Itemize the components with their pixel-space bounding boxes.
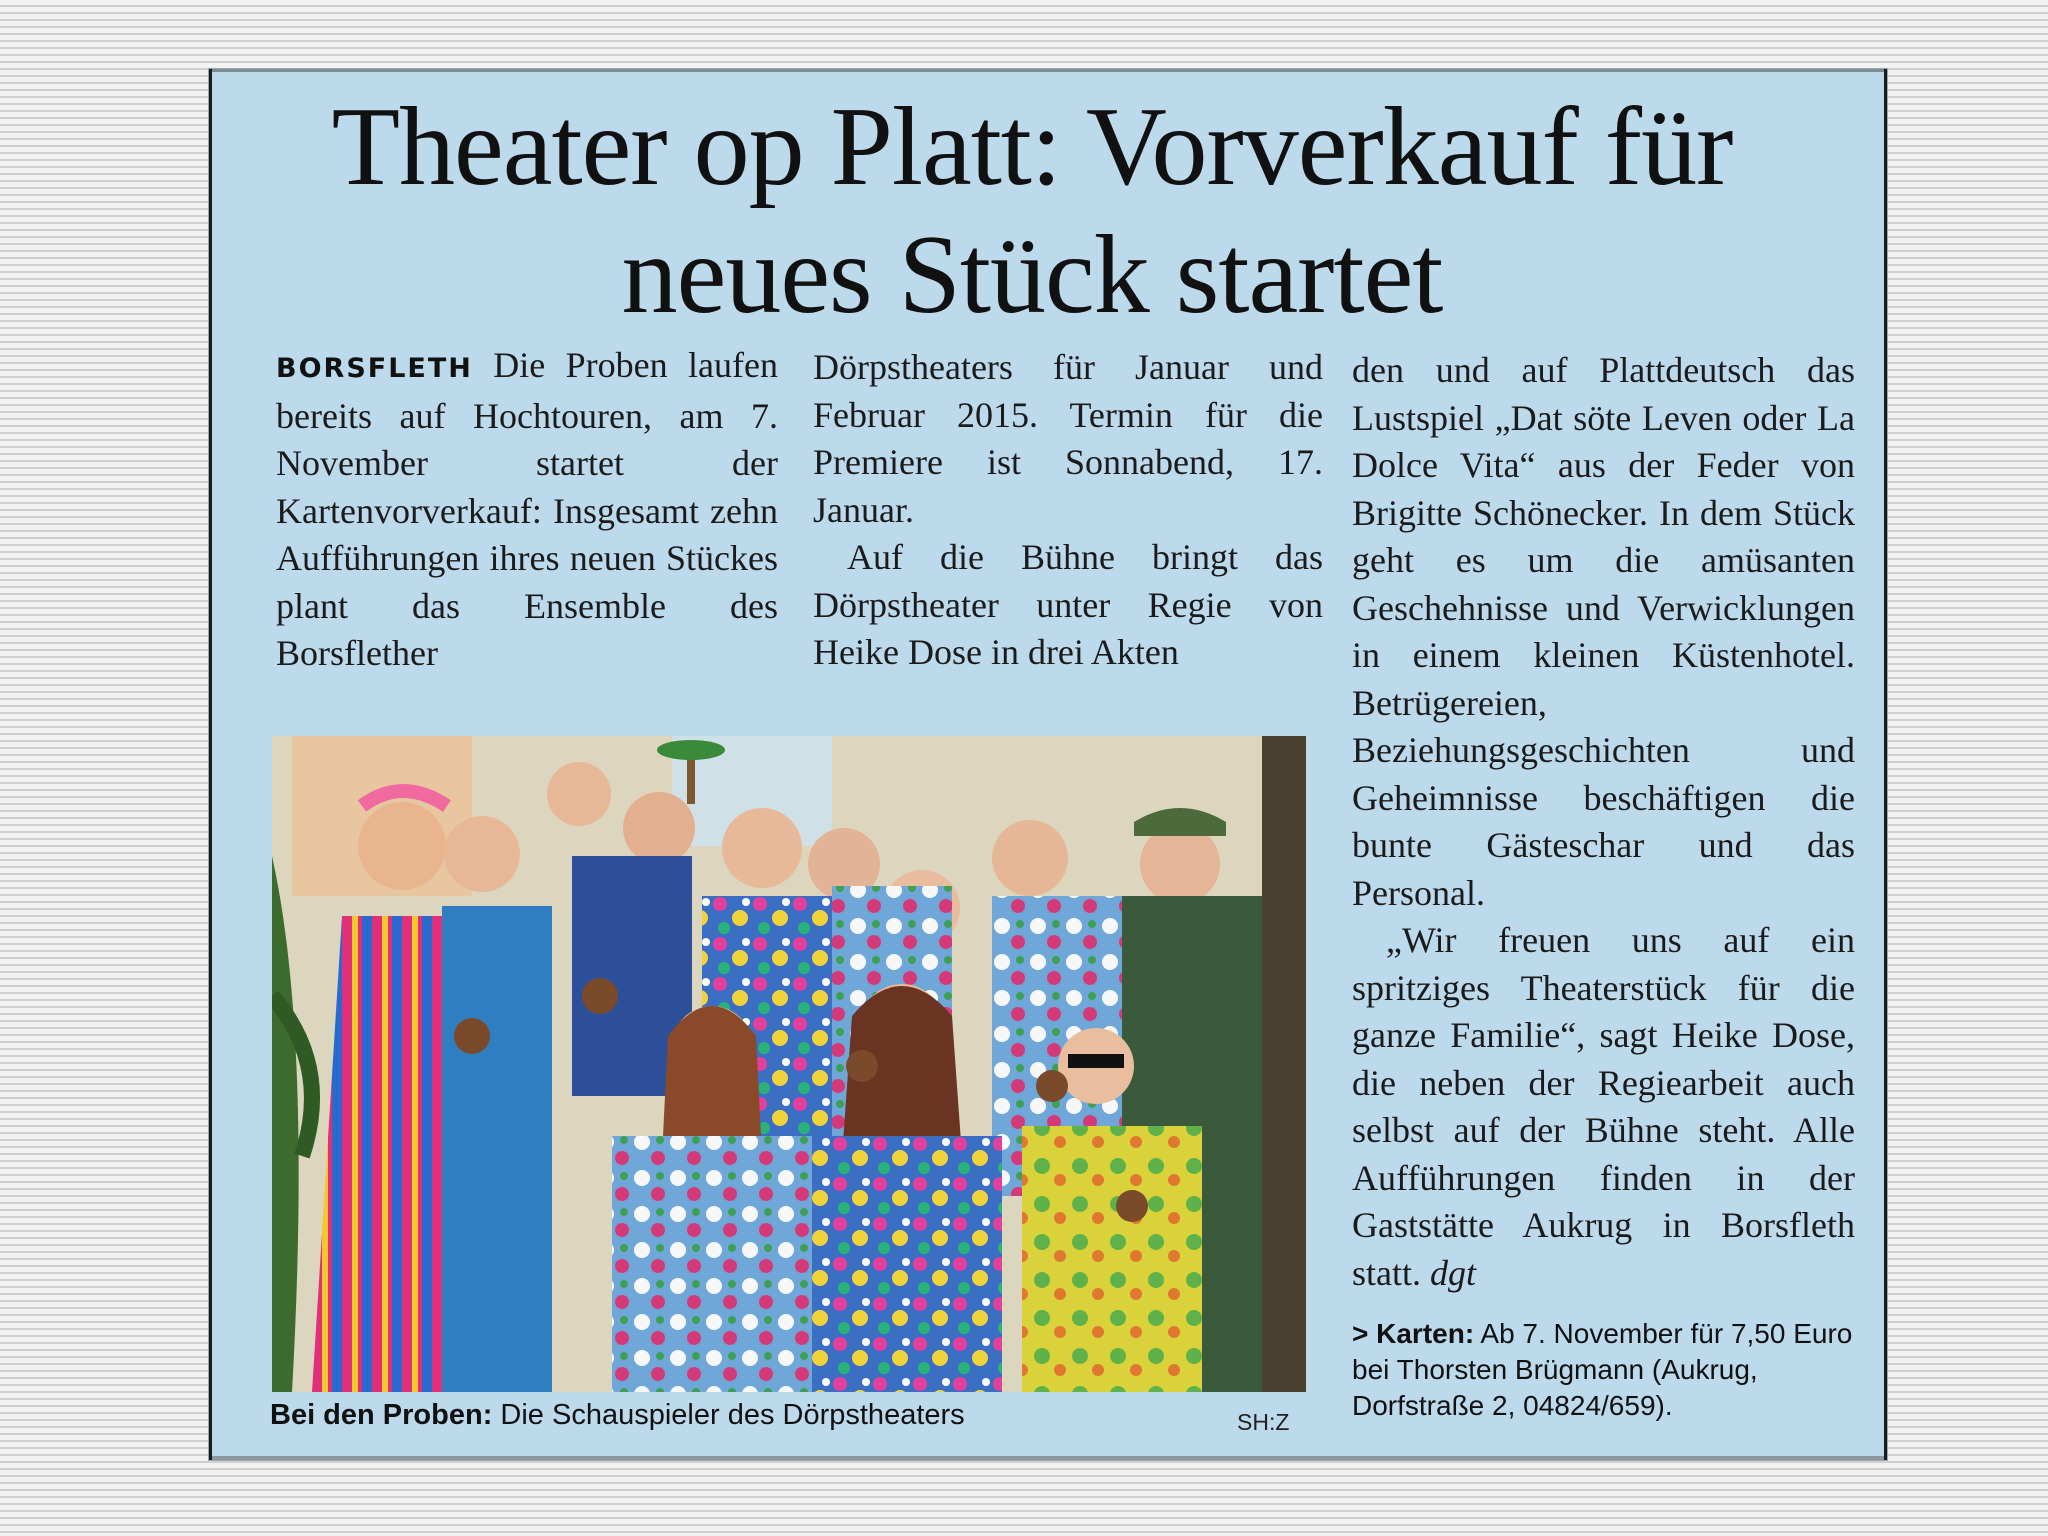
ticket-info-label: > Karten: [1352,1318,1475,1349]
column-3-paragraph-2-text: „Wir freuen uns auf ein spritziges Theaterstück für die ganze Familie“, sagt Heike Dose, die neben der Regiearbeit auch selbst auf der Bühne steht. Alle Aufführungen finden in der Gaststätte Aukrug in Borsfleth statt. [1352,920,1855,1293]
photo-caption [270,1396,965,1434]
article-column-2 [813,344,1323,677]
ticket-info-text: Ab 7. November für 7,50 Euro bei Thorsten Brügmann (Aukrug, Dorfstraße 2, 04824/659). [1352,1318,1853,1421]
column-3-paragraph-2 [1352,917,1855,1297]
ticket-info-box [1352,1316,1858,1424]
article-column-3 [1352,347,1855,1297]
article-headline: Theater op Platt: Vorverkauf für neues Stück startet [331,85,1733,337]
photo-credit: SH:Z [1237,1409,1290,1435]
column-2-paragraph-1: Dörpstheaters für Januar und Februar 2015. Termin für die Premiere ist Sonnabend, 17. Januar. [813,347,1323,530]
newspaper-clipping [209,69,1887,1460]
rehearsal-photo-illustration [272,736,1306,1392]
rehearsal-photo [272,736,1306,1392]
column-2-paragraph-2: Auf die Bühne bringt das Dörpstheater unter Regie von Heike Dose in drei Akten [813,537,1323,672]
column-3-paragraph-1: den und auf Plattdeutsch das Lustspiel „Dat söte Leven oder La Dolce Vita“ aus der Feder von Brigitte Schönecker. In dem Stück geht es um die amüsanten Geschehnisse und Verwicklungen in einem kleinen Küstenhotel. Betrügereien, Beziehungsgeschichten und Geheimnisse beschäftigen die bunte Gästeschar und das Personal. [1352,350,1855,913]
dateline: BORSFLETH [276,353,473,384]
photo-caption-label: Bei den Proben: [270,1399,493,1431]
photo-caption-text: Die Schauspieler des Dörpstheaters [500,1399,965,1431]
article-column-1 [276,342,778,678]
column-1-text: Die Proben laufen bereits auf Hochtouren, am 7. November startet der Kartenvorverkauf: Insgesamt zehn Aufführungen ihres neuen Stückes plant das Ensemble des Borsflether [276,345,778,673]
author-initials: dgt [1430,1252,1477,1293]
